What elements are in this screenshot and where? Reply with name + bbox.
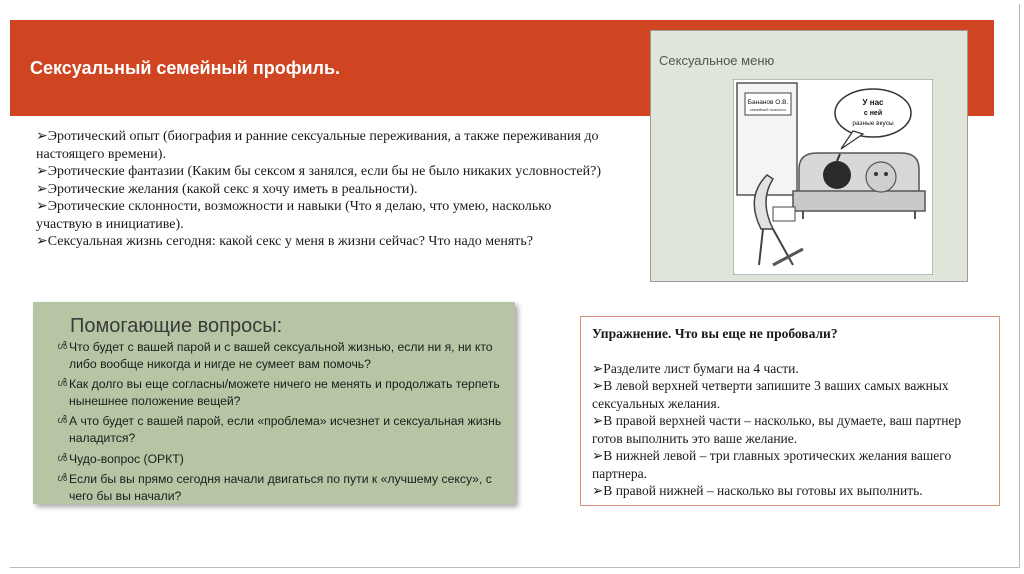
- profile-item: ➢Эротический опыт (биография и ранние сексуальные переживания, а также переживания до настоящего времени).: [36, 129, 599, 162]
- help-item: [57, 451, 502, 468]
- speech-line: с ней: [863, 110, 883, 117]
- help-item-text: Если бы вы прямо сегодня начали двигаться по пути к «лучшему сексу», с чего бы вы начали?: [69, 472, 492, 503]
- exercise-item: ➢Разделите лист бумаги на 4 части.: [592, 360, 799, 376]
- help-item-text: Что будет с вашей парой и с вашей сексуальной жизнью, если ни я, ни кто либо вообще никогда и нигде не сумеет вам помочь?: [69, 340, 493, 371]
- link-bullet-icon: ൾ: [57, 415, 68, 427]
- exercise-item: ➢В левой верхней четверти запишите 3 ваших самых важных сексуальных желания.: [592, 378, 949, 411]
- exercise-heading: Упражнение. Что вы еще не пробовали?: [592, 326, 838, 341]
- help-item-text: Чудо-вопрос (ОРКТ): [69, 451, 184, 466]
- profile-item: ➢Сексуальная жизнь сегодня: какой секс у меня в жизни сейчас? Что надо менять?: [36, 234, 534, 249]
- slide-title: Сексуальный семейный профиль.: [30, 58, 341, 78]
- link-bullet-icon: ൾ: [57, 473, 68, 485]
- cartoon-panel: [650, 30, 968, 282]
- door-sign-role: семейный психолог: [749, 107, 787, 112]
- profile-item: ➢Эротические склонности, возможности и навыки (Что я делаю, что умею, насколько участвую в инициативе).: [36, 199, 552, 232]
- link-bullet-icon: ൾ: [57, 378, 68, 390]
- help-list: [57, 339, 502, 508]
- helping-questions-panel: [33, 302, 515, 504]
- exercise-item: ➢В нижней левой – три главных эротических желания вашего партнера.: [592, 448, 952, 481]
- profile-item: ➢Эротические фантазии (Каким бы сексом я занялся, если бы не было никаких условностей?): [36, 164, 601, 179]
- help-item-text: Как долго вы еще согласны/можете ничего не менять и продолжать терпеть нынешнее положение вещей?: [69, 377, 500, 408]
- help-title: Помогающие вопросы:: [70, 315, 283, 337]
- door-sign-name: Бананов О.В.: [747, 99, 789, 106]
- profile-list: [36, 128, 606, 251]
- help-item: [57, 339, 502, 372]
- profile-item: ➢Эротические желания (какой секс я хочу иметь в реальности).: [36, 181, 418, 197]
- cartoon-caption: Сексуальное меню: [659, 53, 775, 68]
- speech-line: У нас: [862, 98, 884, 107]
- exercise-item: ➢В правой нижней – насколько вы готовы их выполнить.: [592, 483, 923, 498]
- apple-character: [823, 161, 851, 189]
- help-item: [57, 471, 502, 504]
- exercise-item: ➢В правой верхней части – насколько, вы думаете, ваш партнер готов выполнить это ваше желание.: [592, 413, 962, 446]
- exercise-box: [580, 316, 1000, 506]
- link-bullet-icon: ൾ: [57, 341, 68, 352]
- help-item-text: А что будет с вашей парой, если «проблема» исчезнет и сексуальная жизнь наладится?: [69, 414, 502, 445]
- speech-line: разные вкусы: [852, 120, 894, 127]
- link-bullet-icon: ൾ: [57, 452, 68, 464]
- cartoon-illustration: [733, 79, 933, 275]
- orange-character: [866, 162, 896, 192]
- help-item: [57, 413, 502, 446]
- help-item: [57, 376, 502, 409]
